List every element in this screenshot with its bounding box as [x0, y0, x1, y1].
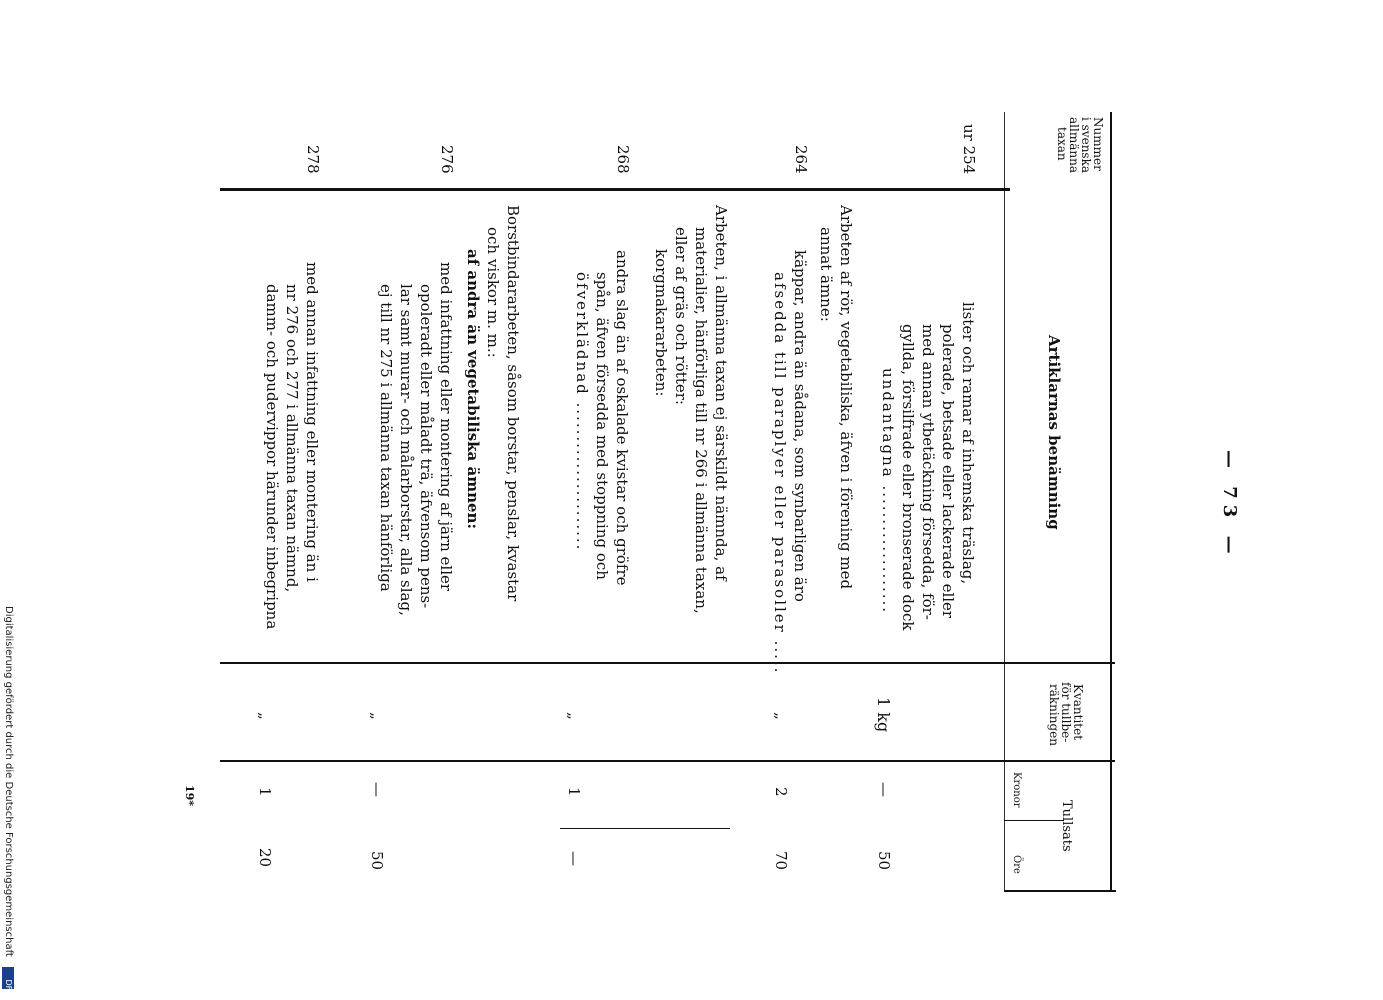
text-line: annat ämne:: [817, 227, 835, 322]
quantity-278: „: [256, 712, 274, 720]
quantity-268: „: [565, 712, 583, 720]
header-quantity: [1048, 680, 1084, 746]
ore-264: 70: [772, 851, 790, 871]
table-top-rule: [1110, 112, 1112, 892]
section-heading-korgmakar: [651, 205, 731, 614]
row-text-ur-254: [878, 302, 978, 631]
table-bottom-rule: [1004, 890, 1116, 892]
row-number-276: 276: [438, 145, 456, 174]
dfg-logo-text: DFG: [4, 979, 13, 997]
row-text-278: [262, 262, 322, 629]
row-number-268: 268: [614, 145, 632, 174]
row-text-264: [770, 250, 810, 674]
column-rule-number: [220, 188, 1010, 191]
text-line: Arbeten, i allmänna taxan ej särskildt nämnda, af: [712, 205, 730, 581]
text-line: undantagna ...................: [879, 368, 897, 615]
text-line: Borstbindararbeten, såsom borstar, penslar, kvastar: [504, 205, 522, 602]
quantity-264: „: [772, 712, 790, 720]
header-article: Artiklarnas benämning: [1045, 335, 1063, 530]
row-number-ur-254: ur 254: [960, 124, 978, 175]
text-line: gyllda, försilfrade eller bronserade dock: [899, 324, 917, 631]
header-quantity-line-2: för tullbe-: [1059, 682, 1073, 743]
text-line: damm- och pudervippor härunder inbegripna: [263, 284, 281, 630]
text-line: af andra än vegetabiliska ämnen:: [464, 249, 482, 529]
header-number: [1056, 117, 1104, 173]
text-line: nr 276 och 277 i allmänna taxan nämnd,: [283, 284, 301, 593]
text-line: med annan ytbetäckning försedda, för-: [919, 324, 937, 620]
row-text-268: [572, 250, 632, 586]
row-number-278: 278: [304, 145, 322, 174]
header-number-line-3: allmänna: [1067, 117, 1081, 173]
text-line: eller af gräs och rötter:: [672, 227, 690, 405]
text-line: lar samt murar- och målarborstar, alla slag,: [397, 284, 415, 616]
column-rule-kronor-header: [1004, 820, 1064, 821]
section-heading-ror: [816, 205, 856, 589]
sub-rule: [560, 828, 730, 829]
ore-278: 20: [256, 848, 274, 868]
row-text-276: [376, 262, 456, 616]
text-line: med infattning eller montering af järn eller: [437, 262, 455, 592]
footer-signature: 19*: [183, 785, 196, 807]
kronor-276: —: [368, 782, 386, 797]
text-line: opoleradt eller måladt trä, äfvensom pens-: [417, 284, 435, 609]
quantity-276: „: [368, 712, 386, 720]
text-line: och viskor m. m.:: [484, 227, 502, 358]
text-line: Arbeten af rör, vegetabiliska, äfven i förening med: [837, 205, 855, 590]
kronor-268: 1: [565, 787, 583, 797]
page-number: — 73 —: [1219, 450, 1240, 560]
header-number-line-1: Nummer: [1091, 117, 1105, 171]
text-line: ej till nr 275 i allmänna taxan hänförliga: [377, 284, 395, 592]
text-line: käppar, andra än sådana, som synbarligen äro: [791, 250, 809, 602]
column-rule-quantity: [220, 760, 1115, 762]
text-line: spån, äfven försedda med stoppning och: [593, 272, 611, 580]
header-quantity-line-1: Kvantitet: [1071, 684, 1085, 741]
section-heading-borstbindar: [463, 205, 523, 601]
header-kronor: Kronor: [1011, 772, 1022, 808]
dfg-logo: [2, 967, 14, 997]
text-line: lister och ramar af inhemska träslag,: [959, 302, 977, 585]
header-number-line-4: taxan: [1055, 127, 1069, 161]
header-ore: Öre: [1011, 855, 1022, 874]
digitization-credit: Digitalisierung gefördert durch die Deutsche Forschungsgemeinschaft: [3, 606, 14, 957]
text-line: polerade, betsade eller lackerade eller: [939, 324, 957, 619]
header-number-line-2: i svenska: [1079, 117, 1093, 174]
header-quantity-line-3: räkningen: [1047, 684, 1061, 746]
ore-ur-254: 50: [875, 851, 893, 871]
row-number-264: 264: [792, 145, 810, 174]
ore-268: —: [565, 851, 583, 866]
text-line: öfverklädnad ......................: [573, 272, 591, 552]
text-line: med annan infattning eller montering än i: [303, 262, 321, 582]
kronor-264: 2: [772, 787, 790, 797]
kronor-278: 1: [256, 787, 274, 797]
header-rate: Tullsats: [1059, 800, 1074, 852]
text-line: andra slag än af oskalade kvistar och gröfre: [613, 250, 631, 586]
column-rule-article: [220, 662, 1115, 664]
text-line: materialier, hänförliga till nr 266 i allmänna taxan,: [692, 227, 710, 614]
quantity-ur-254: 1 kg: [874, 697, 893, 733]
header-rule: [1004, 112, 1005, 892]
ore-276: 50: [368, 851, 386, 871]
kronor-ur-254: —: [875, 782, 893, 797]
text-line: afsedda till paraplyer eller parasoller .....: [771, 272, 789, 675]
text-line: korgmakararbeten:: [652, 249, 670, 397]
